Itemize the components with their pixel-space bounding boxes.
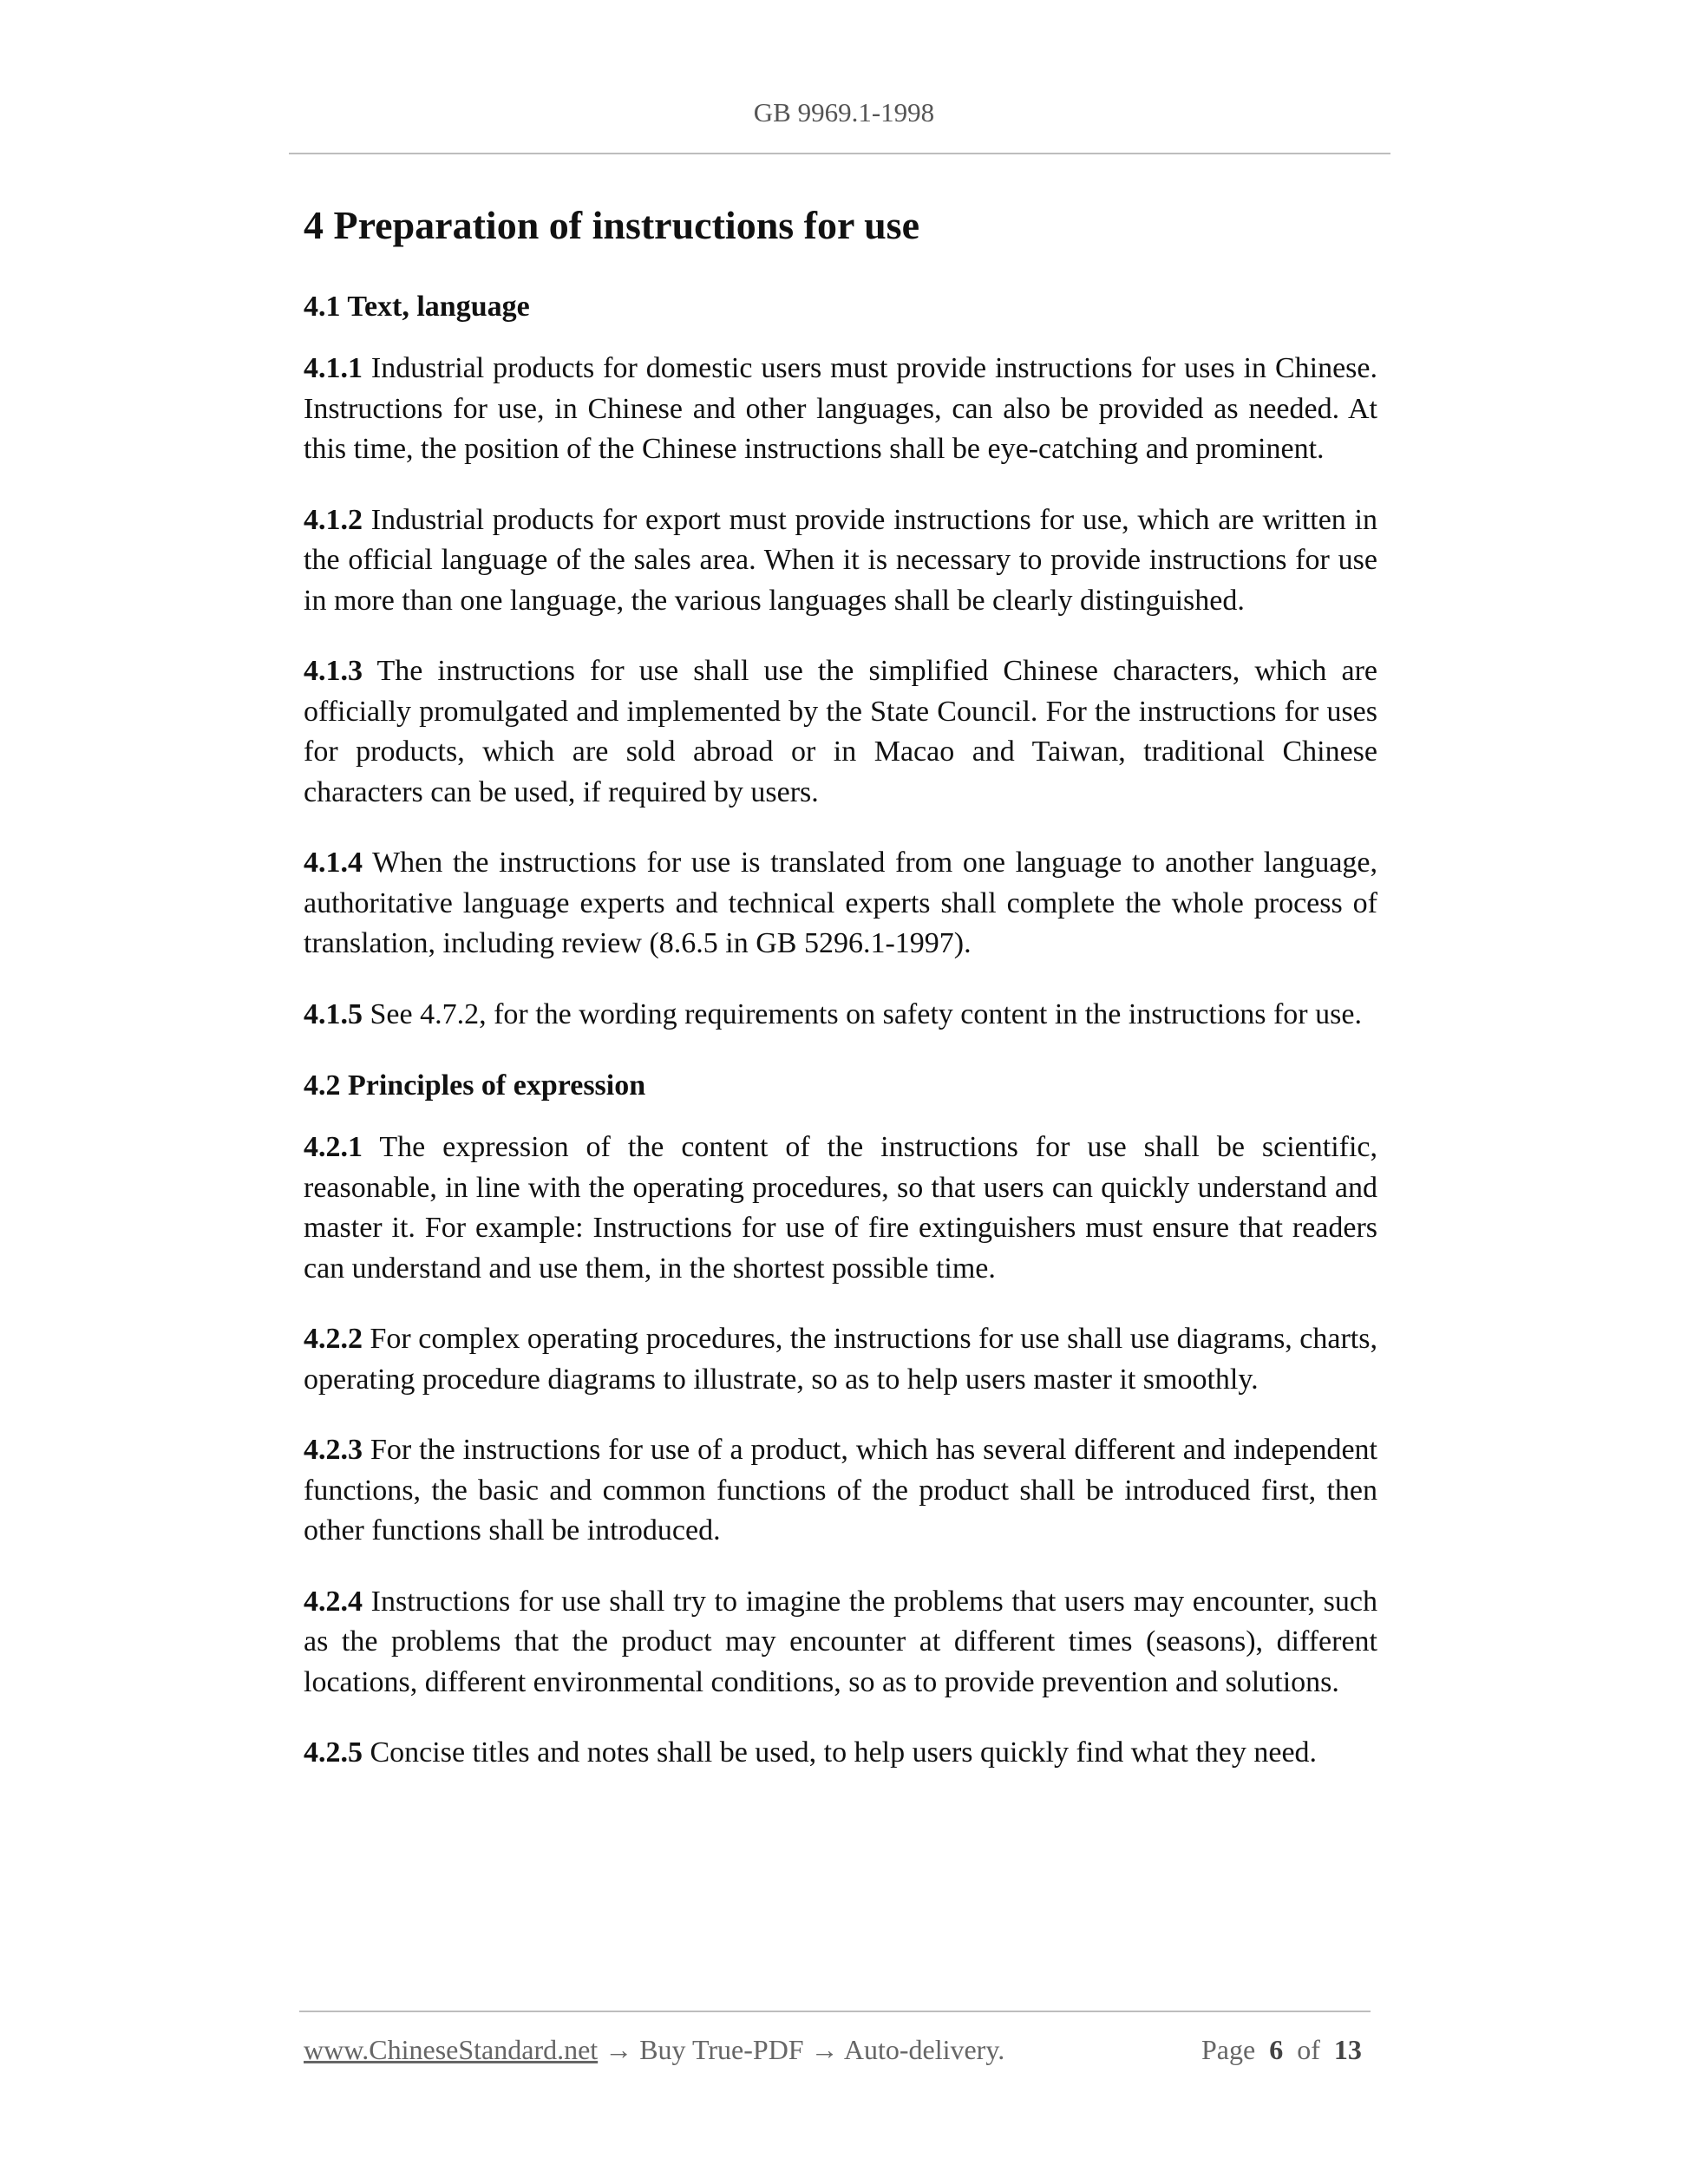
clause-4-1-3 [304,651,1377,813]
clause-number: 4.2.4 [304,1585,363,1618]
clause-4-2-1 [304,1128,1377,1289]
clause-text: For complex operating procedures, the instructions for use shall use diagrams, charts, operating procedure diagrams to illustrate, so as to help users master it smoothly. [304,1323,1377,1396]
page-content [304,199,1377,1804]
clause-text: Industrial products for export must provide instructions for use, which are written in the official language of the sales area. When it is necessary to provide instructions for use in more than one language, the various languages shall be clearly distinguished. [304,503,1377,617]
clause-number: 4.1.3 [304,655,363,687]
arrow-right-icon: → [598,2034,640,2065]
clause-text: For the instructions for use of a product, which has several different and independent functions, the basic and common functions of the product shall be introduced first, then other functions shall be introduced. [304,1434,1377,1546]
footer-divider [299,2011,1371,2012]
buy-pdf-text: Buy True-PDF [639,2034,804,2065]
clause-text: See 4.7.2, for the wording requirements on safety content in the instructions for use. [363,997,1362,1030]
clause-text: Industrial products for domestic users must provide instructions for uses in Chinese. Instructions for use, in Chinese and other languages, can also be provided as needed. At this time, the position of the Chinese instructions shall be eye-catching and prominent. [304,352,1377,465]
clause-4-2-4 [304,1582,1377,1703]
clause-4-2-5 [304,1733,1377,1774]
clause-number: 4.2.2 [304,1323,363,1355]
clause-number: 4.2.3 [304,1434,363,1466]
page-label: Page [1201,2034,1256,2065]
current-page-number: 6 [1269,2034,1284,2065]
clause-text: The instructions for use shall use the simplified Chinese characters, which are officially promulgated and implemented by the State Council. For the instructions for uses for products, which are sold abroad or in Macao and Taiwan, traditional Chinese characters can be used, if required by users. [304,655,1377,808]
auto-delivery-text: Auto-delivery. [843,2034,1005,2065]
page-of-label: of [1297,2034,1320,2065]
section-title: 4 Preparation of instructions for use [304,203,919,247]
clause-text: Concise titles and notes shall be used, to help users quickly find what they need. [363,1736,1318,1769]
clause-number: 4.1.4 [304,847,363,879]
clause-4-1-2 [304,500,1377,622]
clause-number: 4.2.5 [304,1736,363,1769]
total-page-number: 13 [1333,2034,1362,2065]
page-indicator [1201,2034,1362,2066]
document-id: GB 9969.1-1998 [753,97,935,128]
clause-number: 4.1.5 [304,997,363,1030]
clause-4-1-4 [304,843,1377,964]
clause-text: The expression of the content of the instructions for use shall be scientific, reasonable, in line with the operating procedures, so that users can quickly understand and master it. For example: Instructions for use of fire extinguishers must ensure that readers can understand and use them, in the shortest possible time. [304,1131,1377,1285]
header-divider [289,153,1390,154]
clause-number: 4.1.1 [304,352,363,384]
clause-number: 4.1.2 [304,503,363,536]
clause-4-2-2 [304,1319,1377,1400]
website-link[interactable]: www.ChineseStandard.net [304,2034,599,2065]
footer-promo [304,2034,1004,2066]
clause-4-1-5 [304,995,1377,1036]
arrow-right-icon: → [803,2034,844,2065]
clause-number: 4.2.1 [304,1131,363,1163]
subsection-title: 4.1 Text, language [304,291,530,323]
clause-text: Instructions for use shall try to imagine the problems that users may encounter, such as the problems that the product may encounter at different times (seasons), different locations, different environmental conditions, so as to provide prevention and solutions. [304,1585,1377,1698]
subsection-title: 4.2 Principles of expression [304,1069,646,1102]
clause-4-2-3 [304,1430,1377,1552]
clause-4-1-1 [304,349,1377,470]
clause-text: When the instructions for use is translated from one language to another language, authoritative language experts and technical experts shall complete the whole process of translation, including review (8.6.5 in GB 5296.1-1997). [304,847,1377,959]
